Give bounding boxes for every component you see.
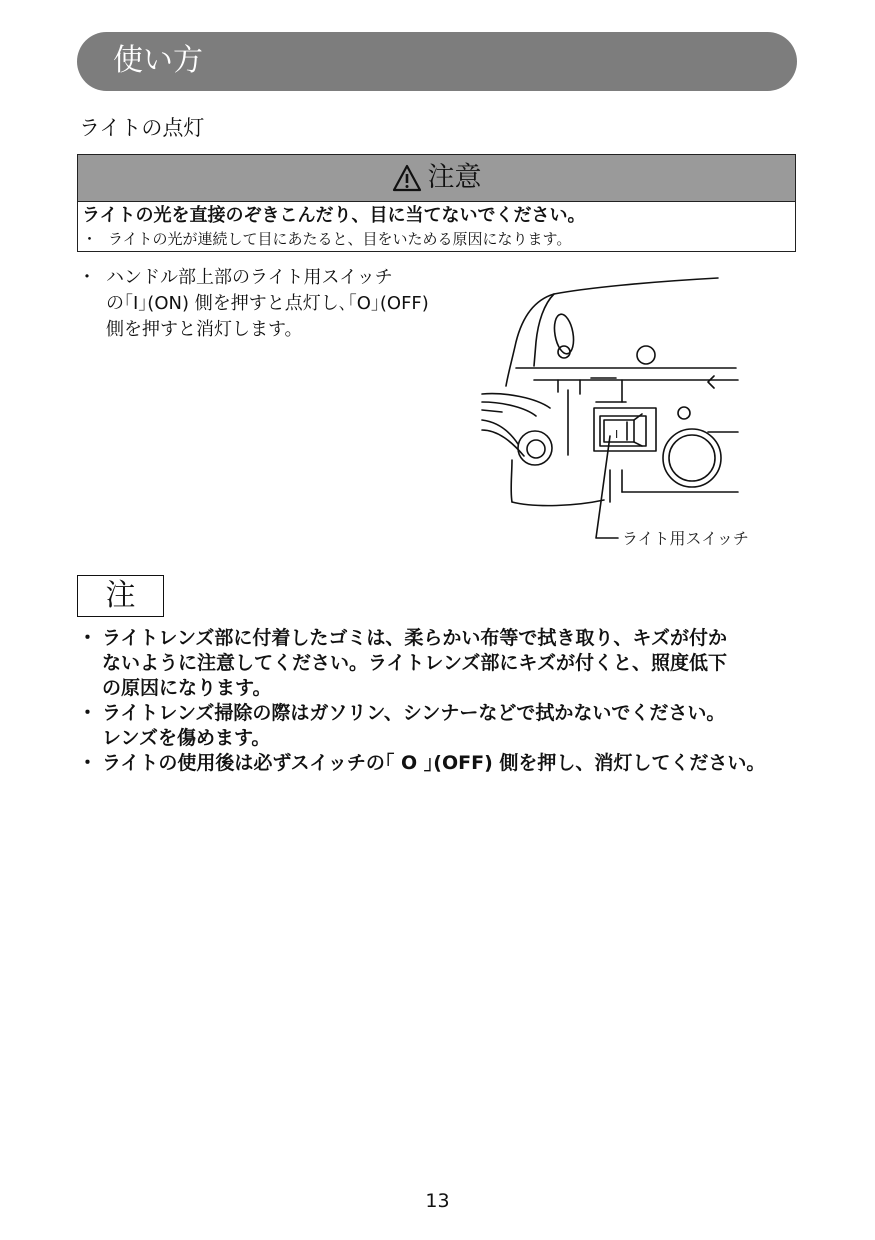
list-item: [78, 751, 800, 776]
instruction-line: ハンドル部上部のライト用スイッチ: [106, 267, 393, 288]
warning-main-text: ライトの光を直接のぞきこんだり、目に当てないでください。: [82, 205, 586, 226]
warning-title: 注意: [427, 162, 482, 193]
instruction-text: [78, 265, 463, 343]
warning-sub-text: [82, 229, 571, 249]
warning-box: [77, 154, 796, 252]
list-item: [78, 701, 800, 751]
knob: [518, 431, 552, 465]
instruction-line: 側を押すと消灯します。: [106, 319, 303, 340]
warning-detail: ライトの光が連続して目にあたると、目をいためる原因になります。: [108, 230, 572, 248]
caution-line: レンズを傷めます。: [102, 727, 271, 749]
caution-label: 注: [77, 575, 164, 617]
caution-line: ライトレンズ部に付着したゴミは、柔らかい布等で拭き取り、キズが付か: [102, 627, 728, 649]
caution-list: [78, 626, 800, 776]
caution-line: の原因になります。: [102, 677, 272, 699]
light-switch-illustration: [476, 270, 766, 560]
page-number: 13: [425, 1190, 450, 1212]
bullet: ・: [82, 230, 98, 248]
caution-line: ないように注意してください。ライトレンズ部にキズが付くと、照度低下: [102, 652, 728, 674]
caution-line: ライトレンズ掃除の際はガソリン、シンナーなどで拭かないでください。: [102, 702, 726, 724]
bullet: ・: [78, 752, 98, 774]
warning-header: [78, 155, 795, 202]
bullet: ・: [78, 627, 98, 649]
section-title-bar: [77, 32, 797, 91]
light-lens: [663, 429, 721, 487]
caution-line: ライトの使用後は必ずスイッチの｢ O ｣(OFF) 側を押し、消灯してください。: [102, 752, 766, 774]
list-item: [78, 626, 800, 701]
bullet: ・: [78, 267, 96, 288]
switch-mark: I: [615, 428, 619, 441]
section-title: 使い方: [113, 43, 203, 78]
instruction-line: の｢I｣(ON) 側を押すと点灯し､｢O｣(OFF): [106, 293, 429, 314]
subsection-heading: ライトの点灯: [79, 116, 205, 140]
bullet: ・: [78, 702, 98, 724]
warning-triangle-icon: [392, 164, 422, 192]
figure-callout: ライト用スイッチ: [622, 529, 749, 548]
